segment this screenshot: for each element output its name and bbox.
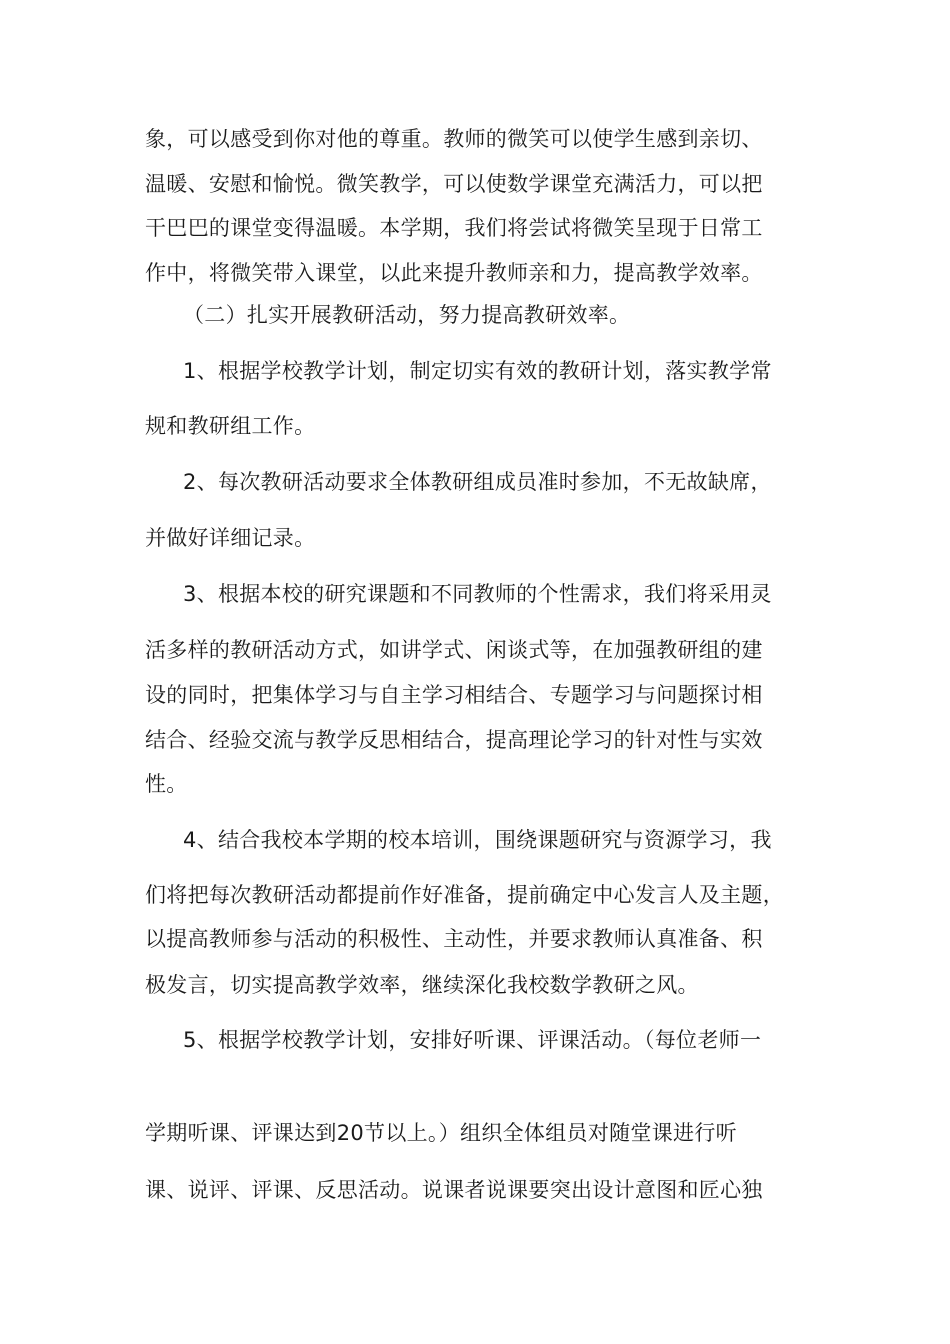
body-line: 象，可以感受到你对他的尊重。教师的微笑可以使学生感到亲切、 [145,127,763,151]
body-line: 以提高教师参与活动的积极性、主动性，并要求教师认真准备、积 [145,927,763,951]
body-line: 学期听课、评课达到20节以上。）组织全体组员对随堂课进行听 [145,1121,737,1145]
body-line: 5、根据学校教学计划，安排好听课、评课活动。（每位老师一 [183,1028,762,1052]
body-line: 极发言，切实提高教学效率，继续深化我校数学教研之风。 [145,973,699,997]
body-line: 结合、经验交流与教学反思相结合，提高理论学习的针对性与实效 [145,728,763,752]
body-line: 并做好详细记录。 [145,526,316,550]
body-line: 课、说评、评课、反思活动。说课者说课要突出设计意图和匠心独 [145,1178,763,1202]
body-line: 规和教研组工作。 [145,414,316,438]
body-line: 们将把每次教研活动都提前作好准备，提前确定中心发言人及主题， [145,883,784,907]
body-line: 温暖、安慰和愉悦。微笑教学，可以使数学课堂充满活力，可以把 [145,172,763,196]
body-line: 活多样的教研活动方式，如讲学式、闲谈式等，在加强教研组的建 [145,638,763,662]
body-line: 干巴巴的课堂变得温暖。本学期，我们将尝试将微笑呈现于日常工 [145,216,763,240]
body-line: 1、根据学校教学计划，制定切实有效的教研计划，落实教学常 [183,359,772,383]
body-line: 设的同时，把集体学习与自主学习相结合、专题学习与问题探讨相 [145,683,763,707]
body-line: 2、每次教研活动要求全体教研组成员准时参加，不无故缺席， [183,470,772,494]
body-line: 作中，将微笑带入课堂，以此来提升教师亲和力，提高教学效率。 [145,261,763,285]
section-heading: （二）扎实开展教研活动，努力提高教研效率。 [183,303,631,327]
body-line: 4、结合我校本学期的校本培训，围绕课题研究与资源学习，我 [183,828,772,852]
body-line: 性。 [145,772,188,796]
body-line: 3、根据本校的研究课题和不同教师的个性需求，我们将采用灵 [183,582,772,606]
